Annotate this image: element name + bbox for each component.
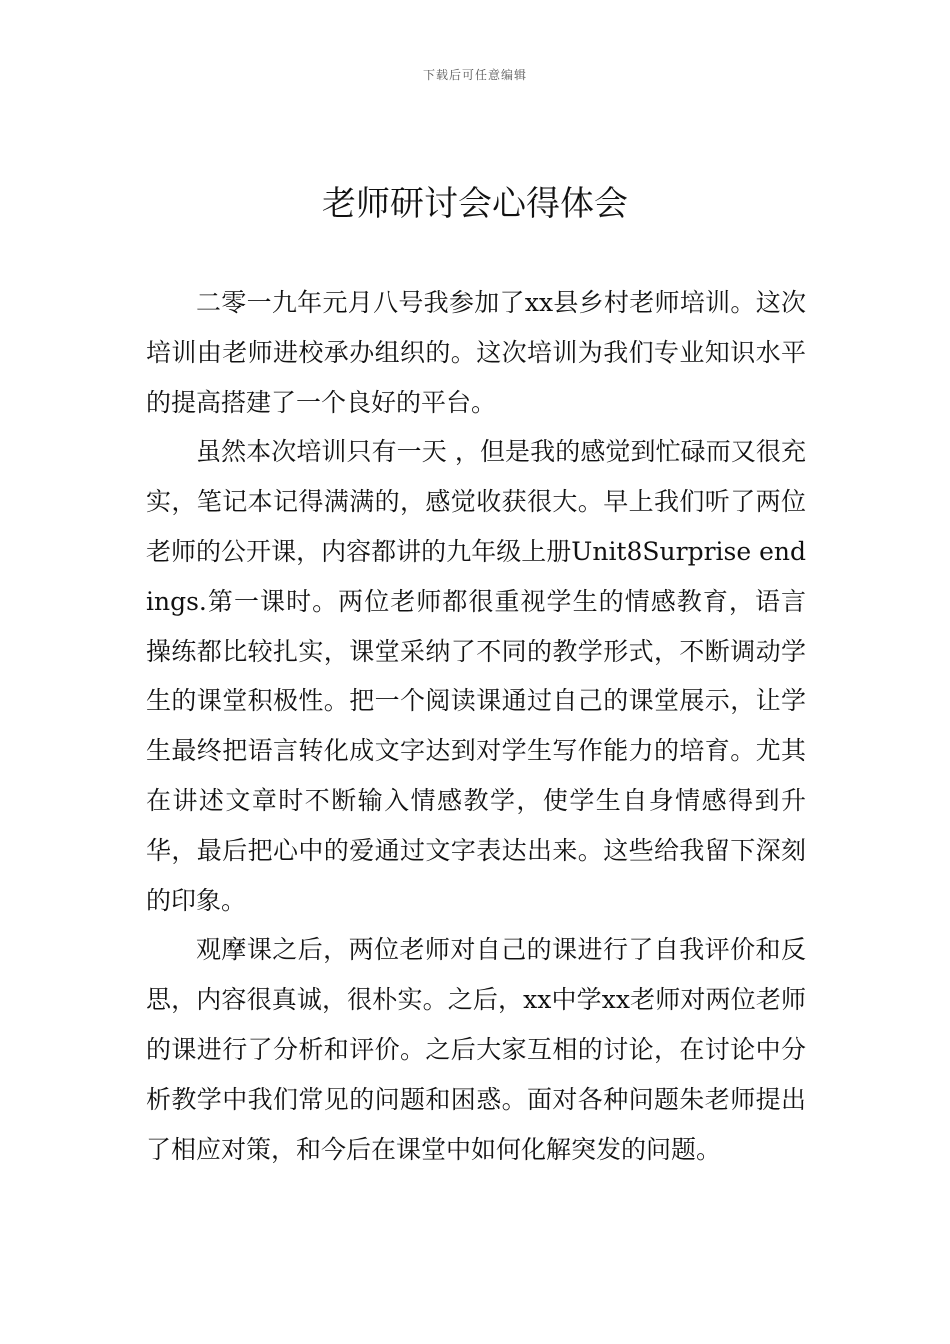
header-note: 下载后可任意编辑 (422, 68, 527, 82)
paragraph-1: 二零一九年元月八号我参加了xx县乡村老师培训。这次培训由老师进校承办组织的。这次培训为我们专业知识水平的提高搭建了一个良好的平台。 (146, 288, 806, 417)
document-body (146, 278, 806, 1174)
paragraph-3: 观摩课之后，两位老师对自己的课进行了自我评价和反思，内容很真诚，很朴实。之后，xx中学xx老师对两位老师的课进行了分析和评价。之后大家互相的讨论，在讨论中分析教学中我们常见的问题和困惑。面对各种问题朱老师提出了相应对策，和今后在课堂中如何化解突发的问题。 (146, 935, 806, 1164)
document-title: 老师研讨会心得体会 (322, 184, 628, 224)
paragraph-2: 虽然本次培训只有一天 ，但是我的感觉到忙碌而又很充实，笔记本记得满满的，感觉收获很大。早上我们听了两位老师的公开课，内容都讲的九年级上册Unit8Surprise endings.第一课时。两位老师都很重视学生的情感教育，语言操练都比较扎实，课堂采纳了不同的教学形式，不断调动学生的课堂积极性。把一个阅读课通过自己的课堂展示，让学生最终把语言转化成文字达到对学生写作能力的培育。尤其在讲述文章时不断输入情感教学，使学生自身情感得到升华，最后把心中的爱通过文字表达出来。这些给我留下深刻的印象。 (146, 437, 806, 915)
